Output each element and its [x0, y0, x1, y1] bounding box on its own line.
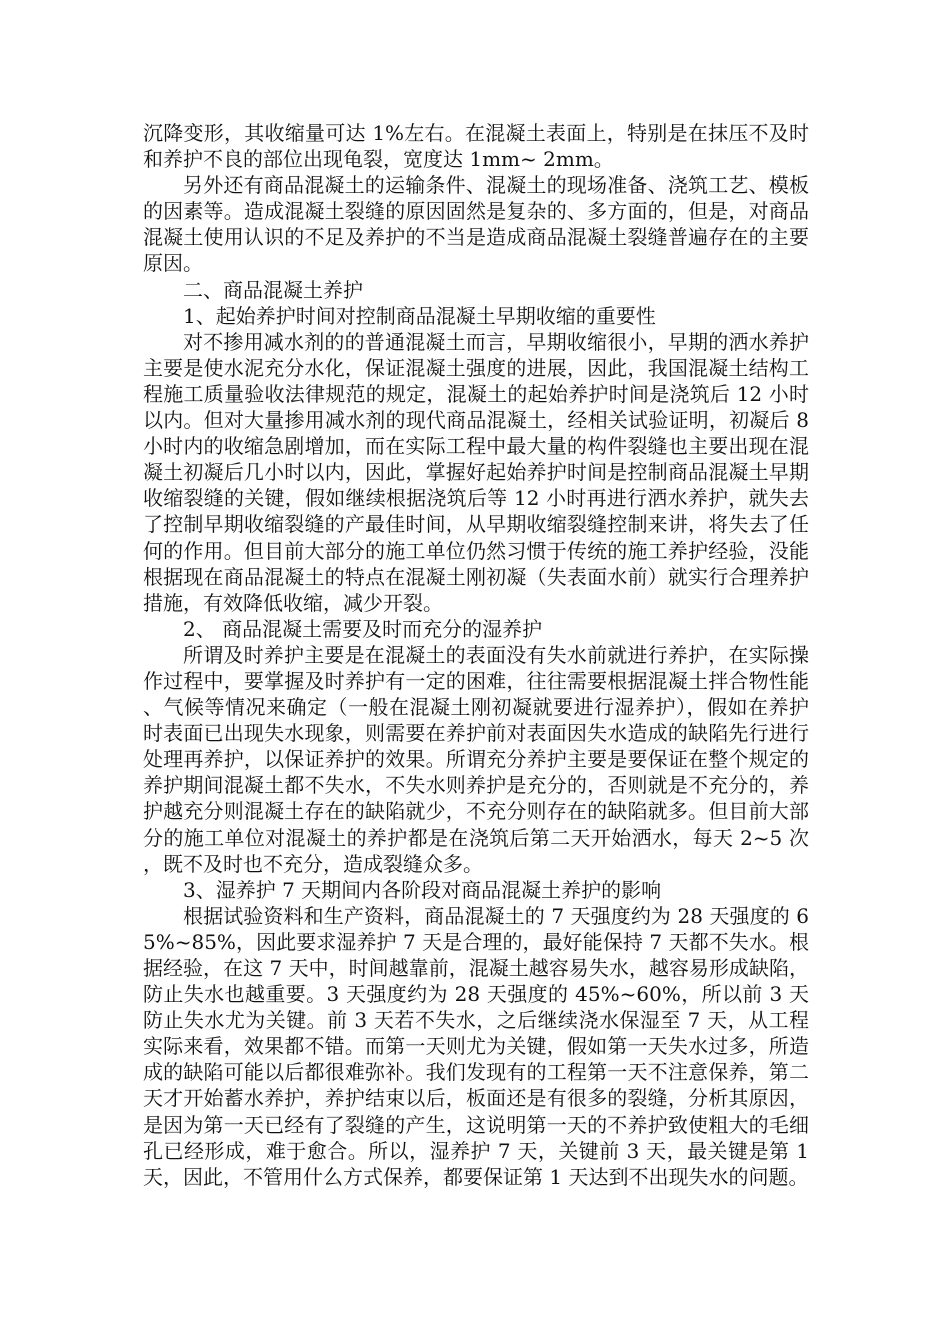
subsection-heading-1: 1、起始养护时间对控制商品混凝土早期收缩的重要性 [183, 303, 656, 328]
section-heading-curing: 二、商品混凝土养护 [183, 277, 363, 302]
document-body [143, 120, 809, 1190]
subsection-heading-2: 2、 商品混凝土需要及时而充分的湿养护 [183, 616, 543, 641]
body-paragraph-timely-curing: 所谓及时养护主要是在混凝土的表面没有失水前就进行养护，在实际操作过程中，要掌握及时养护有一定的困难，往往需要根据混凝土拌合物性能、气候等情况来确定（一般在混凝土刚初凝就要进行湿养护），假如在养护时表面已出现失水现象，则需要在养护前对表面因失水造成的缺陷先行进行处理再养护，以保证养护的效果。所谓充分养护主要是要保证在整个规定的养护期间混凝土都不失水，不失水则养护是充分的，否则就是不充分的，养护越充分则混凝土存在的缺陷就少，不充分则存在的缺陷就多。但目前大部分的施工单位对混凝土的养护都是在浇筑后第二天开始洒水，每天 2~5 次，既不及时也不充分，造成裂缝众多。 [143, 642, 809, 876]
body-paragraph-initial-curing: 对不掺用减水剂的的普通混凝土而言，早期收缩很小，早期的洒水养护主要是使水泥充分水化，保证混凝土强度的进展，因此，我国混凝土结构工程施工质量验收法律规范的规定，混凝土的起始养护时间是浇筑后 12 小时以内。但对大量掺用减水剂的现代商品混凝土，经相关试验证明，初凝后 8 小时内的收缩急剧增加，而在实际工程中最大量的构件裂缝也主要出现在混凝土初凝后几小时以内，因此，掌握好起始养护时间是控制商品混凝土早期收缩裂缝的关键，假如继续根据浇筑后等 12 小时再进行洒水养护，就失去了控制早期收缩裂缝的产最佳时间，从早期收缩裂缝控制来讲，将失去了任何的作用。但目前大部分的施工单位仍然习惯于传统的施工养护经验，没能根据现在商品混凝土的特点在混凝土刚初凝（失表面水前）就实行合理养护措施，有效降低收缩，减少开裂。 [143, 329, 809, 615]
body-paragraph-seven-day-curing: 根据试验资料和生产资料，商品混凝土的 7 天强度约为 28 天强度的 65%~85%，因此要求湿养护 7 天是合理的，最好能保持 7 天都不失水。根据经验，在这 7 天中，时间越靠前，混凝土越容易失水，越容易形成缺陷，防止失水也越重要。3 天强度约为 28 天强度的 45%~60%，所以前 3 天防止失水尤为关键。前 3 天若不失水，之后继续浇水保湿至 7 天，从工程实际来看，效果都不错。而第一天则尤为关键，假如第一天失水过多，所造成的缺陷可能以后都很难弥补。我们发现有的工程第一天不注意保养，第二天才开始蓄水养护，养护结束以后，板面还是有很多的裂缝，分析其原因，是因为第一天已经有了裂缝的产生，这说明第一天的不养护致使粗大的毛细孔已经形成，难于愈合。所以，湿养护 7 天，关键前 3 天，最关键是第 1 天，因此，不管用什么方式保养，都要保证第 1 天达到不出现失水的问题。 [143, 903, 809, 1189]
body-paragraph-continuation: 沉降变形，其收缩量可达 1%左右。在混凝土表面上，特别是在抹压不及时和养护不良的部位出现龟裂，宽度达 1mm~ 2mm。 [143, 121, 809, 172]
subsection-heading-3: 3、湿养护 7 天期间内各阶段对商品混凝土养护的影响 [183, 877, 662, 902]
body-paragraph-other-factors: 另外还有商品混凝土的运输条件、混凝土的现场准备、浇筑工艺、模板的因素等。造成混凝土裂缝的原因固然是复杂的、多方面的，但是，对商品混凝土使用认识的不足及养护的不当是造成商品混凝土裂缝普遍存在的主要原因。 [143, 173, 809, 276]
